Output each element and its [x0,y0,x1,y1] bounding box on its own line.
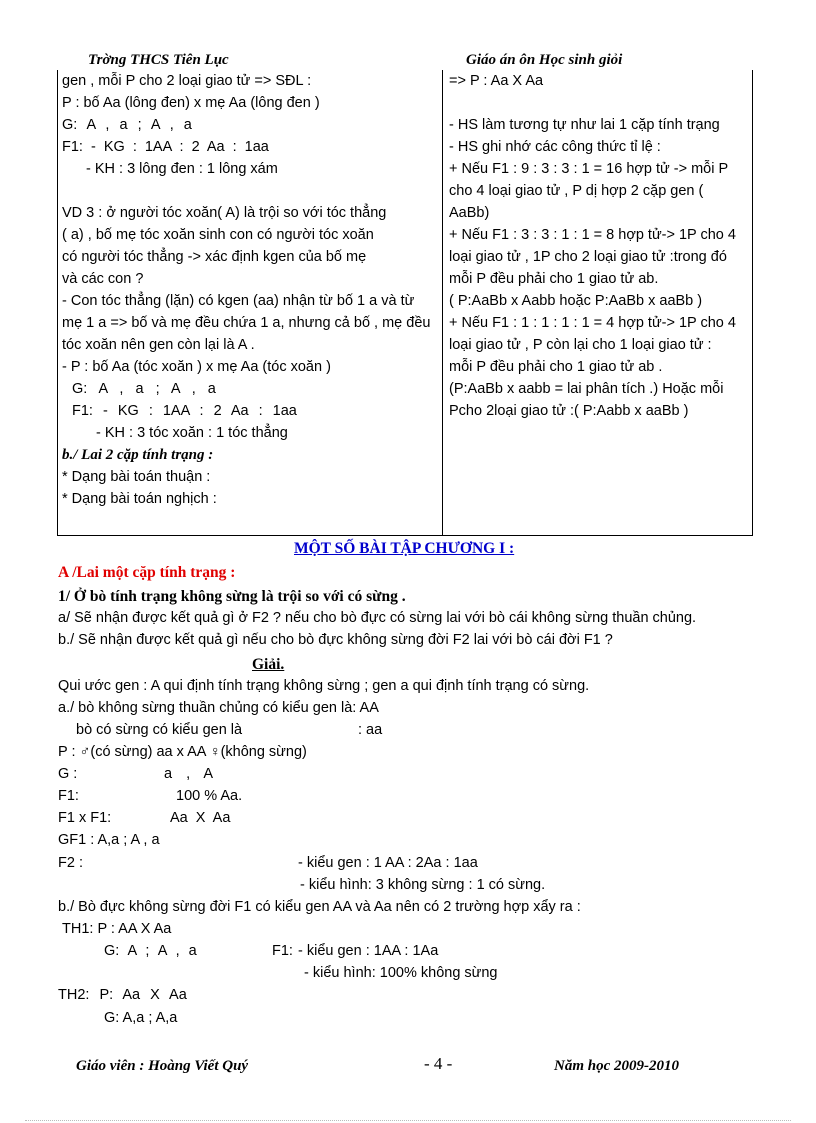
right-line: - HS ghi nhớ các công thức tỉ lệ : [449,139,661,155]
solution-line: - kiểu hình: 100% không sừng [304,965,498,981]
left-line: F1: - KG : 1AA : 2 Aa : 1aa [62,139,269,155]
right-line: mỗi P đều phải cho 1 giao tử ab. [449,271,659,287]
solution-line: bò có sừng có kiểu gen là [76,722,243,738]
right-line: loại giao tử , P còn lại cho 1 loại giao tử : [449,337,712,353]
solution-line: TH2: P: Aa X Aa [58,987,187,1003]
spacer [62,180,430,202]
solution-line: P : ♂(có sừng) aa x AA ♀(không sừng) [58,744,307,760]
solution-line: - kiểu gen : 1AA : 1Aa [298,943,439,959]
question-a: a/ Sẽ nhận được kết quả gì ở F2 ? nếu cho bò đực có sừng lai với bò cái không sừng thuần chủng. [58,610,697,626]
solution-line: F2 : [58,855,83,871]
right-line: ( P:AaBb x Aabb hoặc P:AaBb x aaBb ) [449,293,703,309]
problem-statement: 1/ Ở bò tính trạng không sừng là trội so với có sừng . [58,588,406,605]
left-line: - KH : 3 lông đen : 1 lông xám [86,161,278,177]
table-divider [442,70,443,536]
subsection-title: A /Lai một cặp tính trạng : [58,564,236,581]
right-line: => P : Aa X Aa [449,73,544,89]
left-line: gen , mỗi P cho 2 loại giao tử => SĐL : [62,73,312,89]
left-line: và các con ? [62,271,144,287]
table-border-right [752,70,753,536]
right-line: + Nếu F1 : 1 : 1 : 1 : 1 = 4 hợp tử-> 1P cho 4 [449,315,736,331]
right-line: - HS làm tương tự như lai 1 cặp tính trạng [449,117,720,133]
left-line: tóc xoăn nên gen còn lại là A . [62,337,255,353]
solution-line: Aa X Aa [170,810,231,826]
right-line: AaBb) [449,205,490,221]
solution-line: F1: [272,943,293,959]
table-right-cell [449,70,736,422]
section-title: MỘT SỐ BÀI TẬP CHƯƠNG I : [294,540,515,557]
table-left-cell [62,70,430,510]
solution-line: G : [58,766,78,782]
solution-line: G: A ; A , a [104,943,197,959]
footer-year: Năm học 2009-2010 [554,1058,679,1074]
left-line: * Dạng bài toán thuận : [62,469,211,485]
right-line: + Nếu F1 : 3 : 3 : 1 : 1 = 8 hợp tử-> 1P cho 4 [449,227,736,243]
solution-line: F1: [58,788,79,804]
right-line: cho 4 loại giao tử , P dị hợp 2 cặp gen ( [449,183,704,199]
left-line: G: A , a ; A , a [72,381,216,397]
subheading-lai-2: b./ Lai 2 cặp tính trạng : [62,447,214,463]
question-b: b./ Sẽ nhận được kết quả gì nếu cho bò đực không sừng đời F2 lai với bò cái đời F1 ? [58,632,613,648]
solution-line: 100 % Aa. [176,788,243,804]
solution-line: Qui ước gen : A qui định tính trạng không sừng ; gen a qui định tính trạng có sừng. [58,678,590,694]
right-line: mỗi P đều phải cho 1 giao tử ab . [449,359,663,375]
left-line: G: A , a ; A , a [62,117,192,133]
solution-line: - kiểu hình: 3 không sừng : 1 có sừng. [300,877,546,893]
left-line: mẹ 1 a => bố và mẹ đều chứa 1 a, nhưng cả bố , mẹ đều [62,315,431,331]
page-bottom-border [25,1120,791,1121]
right-line: (P:AaBb x aabb = lai phân tích .) Hoặc mỗi [449,381,724,397]
table-border-left [57,70,58,536]
solution-line: a , A [164,766,214,782]
left-line: P : bố Aa (lông đen) x mẹ Aa (lông đen ) [62,95,320,111]
right-line: Pcho 2loại giao tử :( P:Aabb x aaBb ) [449,403,689,419]
table-border-bottom [57,535,753,536]
solution-line: : aa [358,722,383,738]
solution-line: a./ bò không sừng thuần chủng có kiểu gen là: AA [58,700,379,716]
left-line: ( a) , bố mẹ tóc xoăn sinh con có người tóc xoăn [62,227,374,243]
solution-line: TH1: P : AA X Aa [62,921,172,937]
footer-teacher: Giáo viên : Hoàng Viết Quý [76,1058,249,1074]
solution-line: GF1 : A,a ; A , a [58,832,160,848]
left-line: - Con tóc thẳng (lặn) có kgen (aa) nhận từ bố 1 a và từ [62,293,415,309]
right-line: + Nếu F1 : 9 : 3 : 3 : 1 = 16 hợp tử -> mỗi P [449,161,729,177]
left-line: - KH : 3 tóc xoăn : 1 tóc thẳng [96,425,288,441]
header-school: Trờng THCS Tiên Lục [88,52,229,68]
solution-line: G: A,a ; A,a [104,1010,178,1026]
page-number: - 4 - [424,1054,453,1073]
left-line: VD 3 : ở người tóc xoăn( A) là trội so với tóc thẳng [62,205,387,221]
left-line: F1: - KG : 1AA : 2 Aa : 1aa [72,403,297,419]
left-line: * Dạng bài toán nghịch : [62,491,217,507]
solution-line: b./ Bò đực không sừng đời F1 có kiểu gen AA và Aa nên có 2 trường hợp xẩy ra : [58,899,581,915]
solution-line: - kiểu gen : 1 AA : 2Aa : 1aa [298,855,478,871]
left-line: có người tóc thẳng -> xác định kgen của bố mẹ [62,249,367,265]
right-line: loại giao tử , 1P cho 2 loại giao tử :trong đó [449,249,727,265]
solution-heading: Giải. [252,656,285,673]
spacer [449,92,736,114]
solution-line: F1 x F1: [58,810,112,826]
left-line: - P : bố Aa (tóc xoăn ) x mẹ Aa (tóc xoăn ) [62,359,331,375]
header-title: Giáo án ôn Học sinh giỏi [466,52,623,68]
